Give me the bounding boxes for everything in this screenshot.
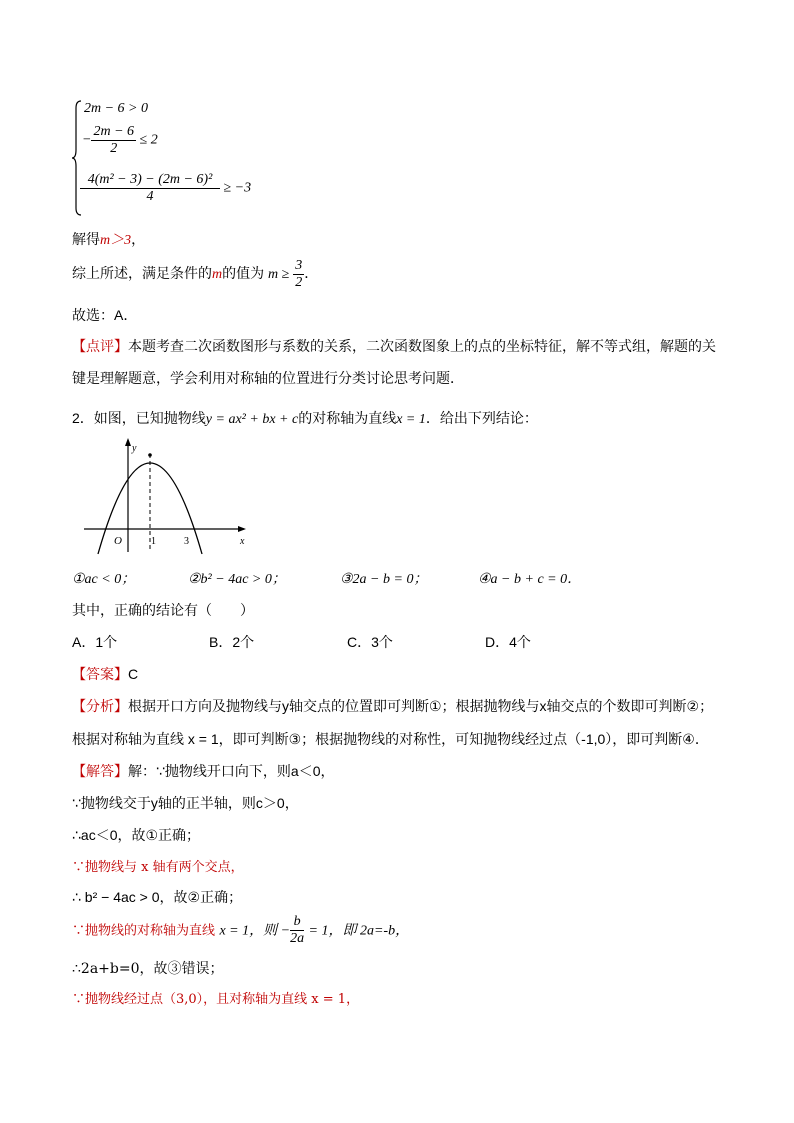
answer-value: C [128,666,139,682]
option-b: B．2个 [209,634,255,650]
solution-text-6a: ∵抛物线的对称轴为直线 [72,923,216,939]
denominator: 2 [295,275,303,290]
option-d: D．4个 [485,634,531,650]
comment-line-1 [72,336,716,356]
parabola-graph [80,436,260,556]
summary-cond: m ≥ [268,267,290,283]
inequality-suffix: ≥ −3 [223,180,252,196]
denominator: 4 [146,189,154,204]
system-line-1: 2m − 6 > 0 [84,101,149,116]
system-line-3 [80,172,251,205]
solve-prefix: 解得 [72,231,100,247]
system-line-2 [82,124,158,157]
stem-prefix: 2．如图，已知抛物线 [72,410,206,426]
solve-line [72,229,145,249]
axis-equation: x = 1 [396,412,426,427]
numerator: 2m − 6 [93,124,135,139]
solution-line-8 [72,988,359,1007]
numerator: 3 [295,258,303,273]
stem-end: ．给出下列结论： [425,410,538,426]
solve-result: m＞3 [100,233,132,248]
solution-text-1: 解：∵抛物线开口向下，则a＜0， [128,763,335,779]
denominator: 2 [110,141,118,156]
tick-label-3: 3 [184,536,189,547]
solution-fraction [290,914,304,947]
solution-tag: 【解答】 [72,763,128,779]
conclusion-2: ②b² − 4ac > 0； [188,572,286,587]
origin-label: O [114,535,122,547]
summary-fraction [293,258,304,291]
summary-end: ． [304,265,319,282]
answer-line [72,664,138,684]
choose-line: 故选：A． [72,307,138,323]
solution-line-2: ∵抛物线交于y轴的正半轴，则c＞0， [72,795,299,811]
question-2-stem [72,408,538,428]
stem-mid: 的对称轴为直线 [298,410,397,426]
solution-text-8: ∵抛物线经过点（3,0），且对称轴为直线 x = 1， [72,992,360,1007]
tick-label-1: 1 [151,536,156,547]
inequality-suffix: ≤ 2 [139,132,158,148]
summary-mid: 的值为 [222,265,265,282]
parabola-formula: y = ax² + bx + c [205,412,299,427]
numerator: b [290,914,304,931]
minus-sign: − [82,132,92,148]
analysis-text-1: 根据开口方向及抛物线与y轴交点的位置即可判断①；根据抛物线与x轴交点的个数即可判断②； [128,698,714,714]
comment-tag: 【点评】 [72,338,128,354]
x-axis-arrow [238,526,246,532]
summary-text: 综上所述，满足条件的 [72,265,212,282]
comment-line-2: 键是理解题意，学会利用对称轴的位置进行分类讨论思考问题． [72,370,464,386]
numerator: 4(m² − 3) − (2m − 6)² [80,172,220,189]
question-ask: 其中，正确的结论有（ ） [72,602,254,618]
solution-line-3: ∴ac＜0，故①正确； [72,827,201,843]
solution-text-6b: x = 1，则 − [219,923,291,939]
vertex-point [148,453,152,457]
analysis-line-1 [72,696,713,716]
solution-line-1 [72,761,334,781]
solution-text-6c: = 1，即 2a=-b， [308,923,410,939]
conclusion-1: ①ac < 0； [72,572,136,587]
y-axis-arrow [125,438,131,446]
y-axis-label: y [132,443,137,454]
summary-m: m [212,267,223,283]
solve-suffix: ， [131,231,146,247]
analysis-tag: 【分析】 [72,698,128,714]
option-a: A．1个 [72,634,118,650]
summary-line [72,258,318,291]
conclusion-3: ③2a − b = 0； [340,572,428,587]
fraction [80,172,220,205]
option-c: C．3个 [347,634,393,650]
denominator: 2a [290,931,305,946]
solution-line-6 [72,914,409,947]
fraction [91,124,136,157]
comment-text-1: 本题考查二次函数图形与系数的关系，二次函数图象上的点的坐标特征，解不等式组，解题的关 [128,338,716,354]
answer-tag: 【答案】 [72,666,128,682]
solution-line-7: ∴2a+b=0，故③错误； [72,961,224,977]
conclusion-4: ④a − b + c = 0． [478,572,582,587]
analysis-line-2: 根据对称轴为直线 x = 1，即可判断③；根据抛物线的对称性，可知抛物线经过点（-1,0），即可判断④． [72,731,709,747]
solution-line-4: ∵抛物线与 x 轴有两个交点， [72,860,244,875]
x-axis-label: x [240,536,245,547]
solution-line-5: ∴ b² − 4ac > 0，故②正确； [72,889,243,905]
